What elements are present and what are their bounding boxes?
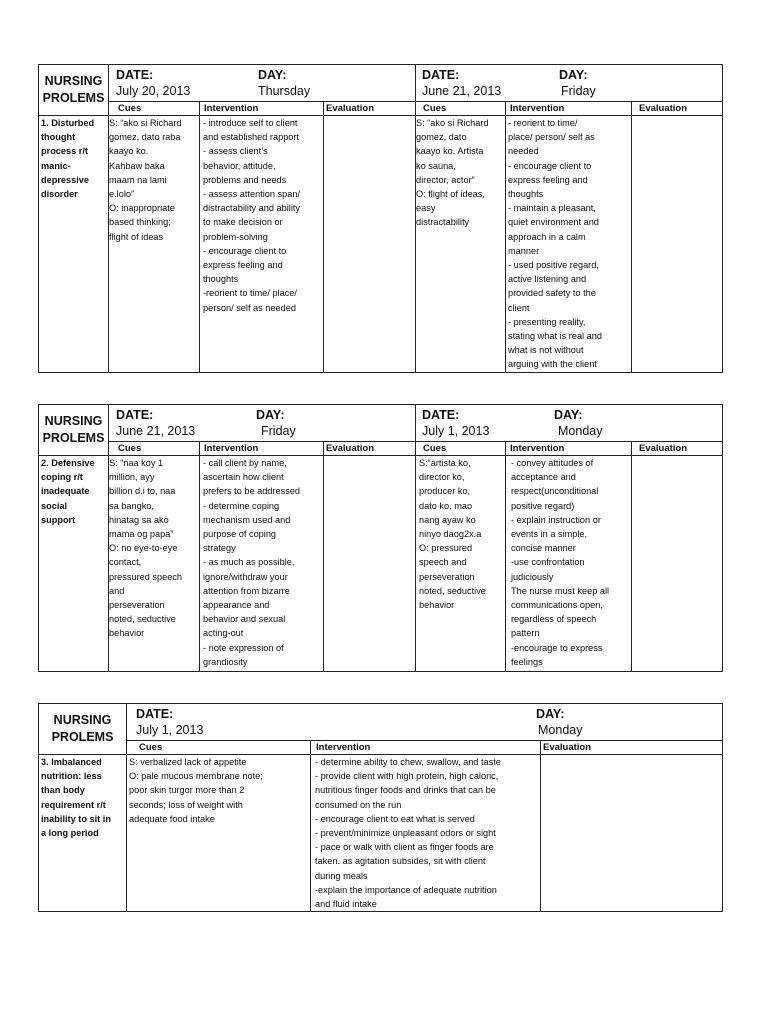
day-label: DAY:: [256, 408, 285, 422]
cues-header: Cues: [118, 103, 142, 114]
date-label: DATE:: [116, 408, 154, 422]
date-value-left: July 20, 2013: [116, 84, 191, 98]
cues-text-left: S: “ako si Richard gomez, dato raba kaayo ko. Kahbaw baka maam na lami e.lolo” O: inappropriate based thinking; flight of ideas: [109, 118, 182, 242]
day-label: DAY:: [258, 68, 287, 82]
day-label: DAY:: [554, 408, 583, 422]
nursing-problems-heading: NURSING PROLEMS: [42, 414, 105, 445]
cues-header: Cues: [423, 103, 447, 114]
cues-header: Cues: [139, 742, 163, 753]
cues-header: Cues: [423, 443, 447, 454]
nursing-problem-3: 3. Imbalanced nutrition: less than body requirement r/t inability to sit in a long period: [41, 757, 111, 839]
intervention-text-right: - reorient to time/ place/ person/ self as needed - encourage client to express feeling and thoughts - maintain a pleasant, quiet environment and approach in a calm manner - used positive regard, active listening and provided safety to the client - presenting reality, stating what is real and what is not without arguing with the client: [508, 118, 602, 370]
cues-text-right: S: “ako si Richard gomez, dato kaayo ko. Artista ko sauna, director, actor” O: flight of ideas, easy distractability: [416, 118, 489, 228]
intervention-header: Intervention: [510, 103, 565, 114]
intervention-text-left: - introduce self to client and established rapport - assess client’s behavior, attitude, problems and needs - assess attention span/ distractability and ability to make decision or problem-solving - encourage client to express feeling and thoughts -reorient to time/ place/ person/ self as needed: [203, 118, 301, 313]
evaluation-header: Evaluation: [639, 443, 688, 454]
day-value-right: Monday: [558, 424, 603, 438]
evaluation-header: Evaluation: [326, 103, 375, 114]
nursing-problems-heading: NURSING PROLEMS: [42, 74, 105, 105]
intervention-header: Intervention: [316, 742, 371, 753]
intervention-header: Intervention: [204, 103, 259, 114]
intervention-text-right: - convey attitudes of acceptance and respect(unconditional positive regard) - explain instruction or events in a simple, concise manner -use confrontation judiciously The nurse must keep all communications open, regardless of speech pattern -encourage to express feelings: [511, 458, 610, 667]
care-plan-table-2: [38, 404, 723, 672]
evaluation-header: Evaluation: [543, 742, 592, 753]
day-value: Monday: [538, 723, 583, 737]
cues-text: S: verbalized lack of appetite O: pale mucous membrane note; poor skin turgor more than 2 seconds; loss of weight with adequate food intake: [129, 757, 263, 824]
cues-header: Cues: [118, 443, 142, 454]
intervention-header: Intervention: [204, 443, 259, 454]
intervention-header: Intervention: [510, 443, 565, 454]
day-value-left: Friday: [261, 424, 296, 438]
nursing-problems-heading: NURSING PROLEMS: [51, 713, 114, 744]
care-plan-table-3: [38, 703, 723, 912]
nursing-problem-1: 1. Disturbed thought process r/t manic- depressive disorder: [41, 118, 95, 200]
date-value: July 1, 2013: [136, 723, 204, 737]
evaluation-header: Evaluation: [326, 443, 375, 454]
day-value-left: Thursday: [258, 84, 311, 98]
date-label: DATE:: [422, 408, 460, 422]
date-label: DATE:: [422, 68, 460, 82]
evaluation-header: Evaluation: [639, 103, 688, 114]
cues-text-left: S: “naa koy 1 million, ayy billion d.i to, naa sa bangko, hinatag sa ako mama og papa” O: no eye-to-eye contact, pressured speech and perseveration noted, seductive behavior: [109, 458, 183, 639]
day-value-right: Friday: [561, 84, 596, 98]
date-value-right: June 21, 2013: [422, 84, 502, 98]
nursing-problem-2: 2. Defensive coping r/t inadequate social support: [41, 458, 95, 525]
date-value-left: June 21, 2013: [116, 424, 196, 438]
date-label: DATE:: [116, 68, 154, 82]
intervention-text: - determine ability to chew, swallow, and taste - provide client with high protein, high caloric, nutritious finger foods and drinks that can be consumed on the run - encourage client to eat what is served - prevent/minimize unpleasant odors or sight - pace or walk with client as finger foods are taken. as agitation subsides, sit with client during meals -explain the importance of adequate nutrition and fluid intake: [315, 757, 501, 910]
intervention-text-left: - call client by name, ascertain how client prefers to be addressed - determine coping mechanism used and purpose of coping strategy - as much as possible, ignore/withdraw your attention from bizarre appearance and behavior and sexual acting-out - note expression of grandiosity: [203, 458, 301, 667]
care-plan-table-1: [38, 64, 723, 373]
day-label: DAY:: [559, 68, 588, 82]
day-label: DAY:: [536, 707, 565, 721]
date-label: DATE:: [136, 707, 174, 721]
date-value-right: July 1, 2013: [422, 424, 490, 438]
cues-text-right: S:“artista ko, director ko, producer ko, dato ko, mao nang ayaw ko ninyo daog2x.a O: pressured speech and perseveration noted, seductive behavior: [419, 458, 486, 611]
